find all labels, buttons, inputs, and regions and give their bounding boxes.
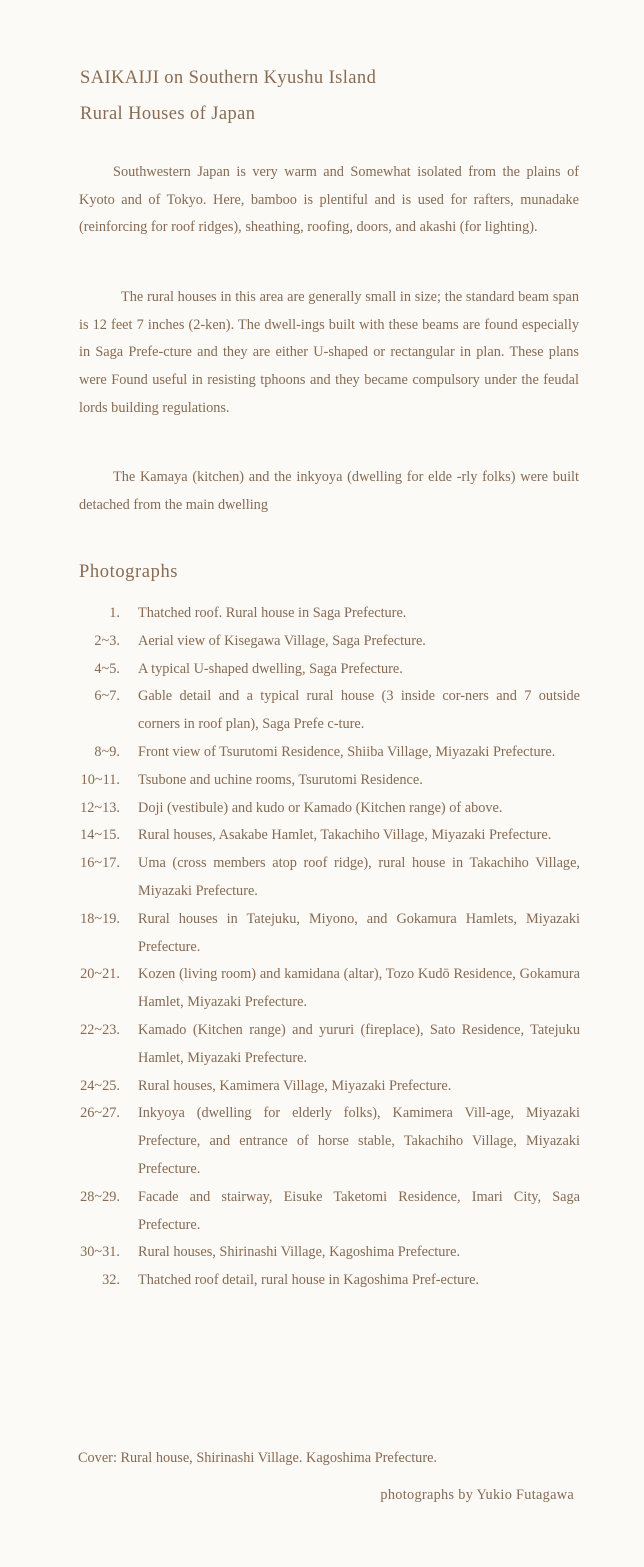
photo-number: 32. xyxy=(102,1272,120,1289)
photo-caption: Inkyoya (dwelling for elderly folks), Kamimera Vill-age, Miyazaki Prefecture, and entrance of horse stable, Takachiho Village, Miyazaki Prefecture. xyxy=(138,1105,580,1177)
list-item xyxy=(74,1239,580,1267)
photo-number: 16~17. xyxy=(80,855,120,872)
photo-caption: Uma (cross members atop roof ridge), rural house in Takachiho Village, Miyazaki Prefecture. xyxy=(138,855,580,899)
photo-number: 8~9. xyxy=(94,743,120,760)
photo-caption: Rural houses, Asakabe Hamlet, Takachiho Village, Miyazaki Prefecture. xyxy=(138,827,552,844)
photo-caption: Tsubone and uchine rooms, Tsurutomi Residence. xyxy=(138,771,423,788)
photo-number: 22~23. xyxy=(80,1021,120,1038)
photo-caption: Thatched roof. Rural house in Saga Prefecture. xyxy=(138,605,407,621)
photo-number: 26~27. xyxy=(80,1105,120,1122)
list-item xyxy=(74,906,580,962)
list-item xyxy=(74,961,580,1017)
title-line-1: SAIKAIJI on Southern Kyushu Island xyxy=(80,68,377,88)
photo-caption: Kamado (Kitchen range) and yururi (fireplace), Sato Residence, Tatejuku Hamlet, Miyazaki Prefecture. xyxy=(138,1021,580,1066)
photo-caption: Thatched roof detail, rural house in Kagoshima Pref-ecture. xyxy=(138,1272,480,1289)
list-item xyxy=(74,600,580,628)
photo-number: 14~15. xyxy=(80,827,120,844)
photo-number: 28~29. xyxy=(80,1188,120,1205)
photographs-heading: Photographs xyxy=(79,562,179,582)
photo-caption: Facade and stairway, Eisuke Taketomi Residence, Imari City, Saga Prefecture. xyxy=(138,1188,580,1233)
intro-paragraph-1-text: Southwestern Japan is very warm and Somewhat isolated from the plains of Kyoto and of Tokyo. Here, bamboo is plentiful and is used for rafters, munadake (reinforcing for roof ridges), sheathing, roofing, doors, and akashi (for lighting). xyxy=(79,164,579,236)
list-item xyxy=(74,822,580,850)
intro-paragraph-1 xyxy=(79,159,579,242)
photographs-list xyxy=(74,600,580,1295)
intro-paragraph-2-text: The rural houses in this area are generally small in size; the standard beam span is 12 feet 7 inches (2-ken). The dwell-ings built with these beams are found especially in Saga Prefe-cture and they are either U-shaped or rectangular in plan. These plans were Found useful in resisting tphoons and they became compulsory under the feudal lords building regulations. xyxy=(79,289,579,416)
photo-caption: Rural houses, Shirinashi Village, Kagoshima Prefecture. xyxy=(138,1244,461,1261)
document-title xyxy=(80,60,376,132)
photo-number: 10~11. xyxy=(80,771,120,788)
list-item xyxy=(74,1184,580,1240)
title-line-2: Rural Houses of Japan xyxy=(80,104,256,124)
list-item xyxy=(74,1073,580,1101)
photo-caption: Aerial view of Kisegawa Village, Saga Prefecture. xyxy=(138,632,426,649)
photo-caption: Rural houses in Tatejuku, Miyono, and Gokamura Hamlets, Miyazaki Prefecture. xyxy=(138,910,580,955)
list-item xyxy=(74,739,580,767)
intro-paragraph-2 xyxy=(79,284,579,423)
photo-number: 30~31. xyxy=(80,1244,120,1261)
photo-caption: Gable detail and a typical rural house (3 inside cor-ners and 7 outside corners in roof plan), Saga Prefe c-ture. xyxy=(138,688,580,733)
list-item xyxy=(74,1267,580,1295)
photo-number: 2~3. xyxy=(94,632,120,649)
list-item xyxy=(74,850,580,906)
photo-number: 20~21. xyxy=(80,966,120,983)
list-item xyxy=(74,1100,580,1183)
photo-caption: Rural houses, Kamimera Village, Miyazaki Prefecture. xyxy=(138,1077,452,1094)
list-item xyxy=(74,1017,580,1073)
photo-number: 24~25. xyxy=(80,1077,120,1094)
photo-number: 12~13. xyxy=(80,799,120,816)
photo-credit: photographs by Yukio Futagawa xyxy=(380,1487,574,1503)
photo-number: 1. xyxy=(109,605,120,621)
list-item xyxy=(74,656,580,684)
photo-caption: Kozen (living room) and kamidana (altar), Tozo Kudō Residence, Gokamura Hamlet, Miyazaki Prefecture. xyxy=(138,966,580,1011)
photo-caption: Doji (vestibule) and kudo or Kamado (Kitchen range) of above. xyxy=(138,799,503,816)
intro-paragraph-3-text: The Kamaya (kitchen) and the inkyoya (dwelling for elde -rly folks) were built detached from the main dwelling xyxy=(79,469,579,513)
photo-caption: A typical U-shaped dwelling, Saga Prefecture. xyxy=(138,660,403,677)
list-item xyxy=(74,767,580,795)
cover-caption: Cover: Rural house, Shirinashi Village. Kagoshima Prefecture. xyxy=(78,1450,437,1466)
list-item xyxy=(74,683,580,739)
photo-caption: Front view of Tsurutomi Residence, Shiiba Village, Miyazaki Prefecture. xyxy=(138,743,556,760)
photo-number: 18~19. xyxy=(80,910,120,927)
list-item xyxy=(74,795,580,823)
photo-number: 6~7. xyxy=(94,688,120,705)
photo-number: 4~5. xyxy=(94,660,120,677)
list-item xyxy=(74,628,580,656)
intro-paragraph-3 xyxy=(79,464,579,519)
